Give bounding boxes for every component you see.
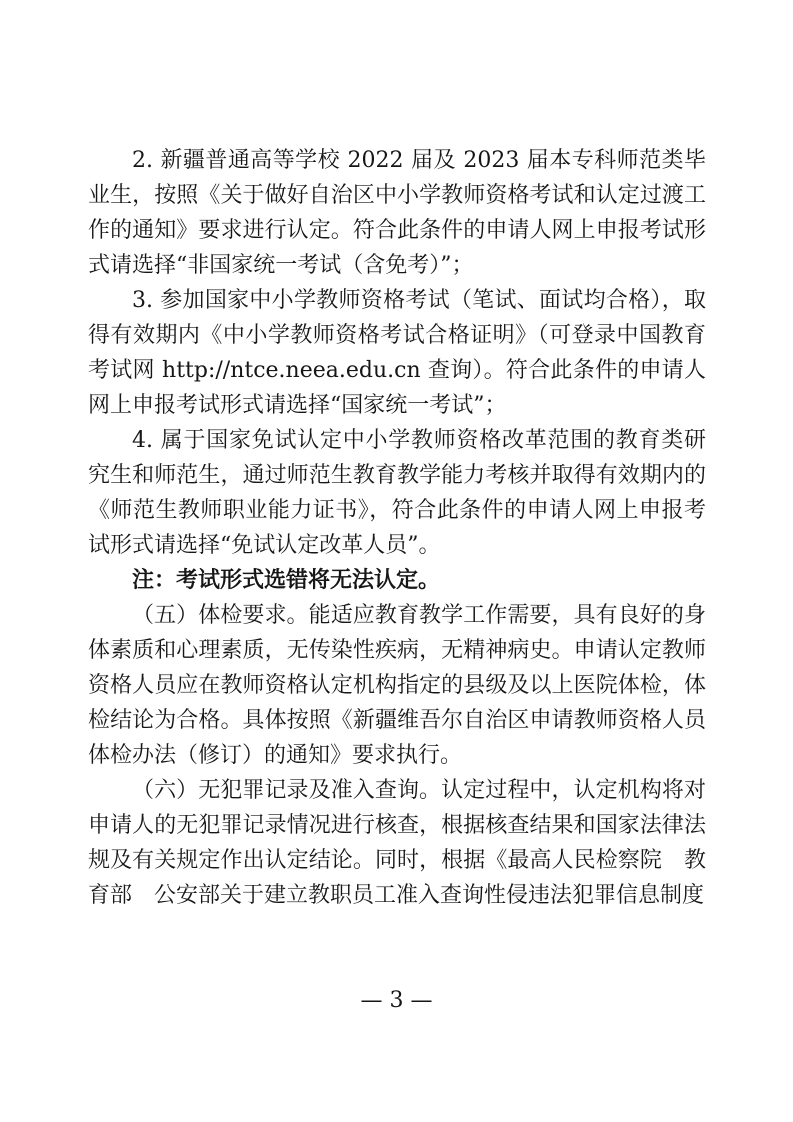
para-section-6: [88, 773, 706, 913]
para-item-4: [88, 423, 706, 563]
para-note-run-bold: 注：考试形式选错将无法认定。: [132, 567, 441, 593]
para-section-5: [88, 598, 706, 773]
para-item-2-run-normal: 2. 新疆普通高等学校 2022 届及 2023 届本专科师范类毕业生，按照《关于做好自治区中小学教师资格考试和认定过渡工作的通知》要求进行认定。符合此条件的申请人网上申报考试形式请选择“非国家统一考试（含免考）”；: [88, 148, 706, 278]
page-number: — 3 —: [360, 988, 433, 1013]
para-item-4-run-normal: 4. 属于国家免试认定中小学教师资格改革范围的教育类研究生和师范生，通过师范生教育教学能力考核并取得有效期内的《师范生教师职业能力证书》，符合此条件的申请人网上申报考试形式请选择“免试认定改革人员”。: [88, 428, 706, 558]
para-section-6-run-normal: 认定过程中，认定机构将对申请人的无犯罪记录情况进行核查，根据核查结果和国家法律法规及有关规定作出认定结论。同时，根据《最高人民检察院 教育部 公安部关于建立教职员工准入查询性侵违法犯罪信息制度: [88, 778, 706, 908]
para-section-5-run-normal: 能适应教育教学工作需要，具有良好的身体素质和心理素质，无传染性疾病，无精神病史。申请认定教师资格人员应在教师资格认定机构指定的县级及以上医院体检，体检结论为合格。具体按照《新疆维吾尔自治区申请教师资格人员体检办法（修订）的通知》要求执行。: [88, 603, 706, 768]
para-item-3: [88, 283, 706, 423]
para-section-5-run-kai: （五）体检要求。: [132, 603, 309, 628]
para-item-2: [88, 143, 706, 283]
para-section-6-run-kai: （六）无犯罪记录及准入查询。: [132, 778, 442, 803]
para-note: [88, 563, 706, 598]
document-body: [88, 143, 706, 913]
para-item-3-run-normal: 3. 参加国家中小学教师资格考试（笔试、面试均合格），取得有效期内《中小学教师资格考试合格证明》（可登录中国教育考试网 http://ntce.neea.edu.cn 查询）。符合此条件的申请人网上申报考试形式请选择“国家统一考试”；: [88, 288, 706, 418]
